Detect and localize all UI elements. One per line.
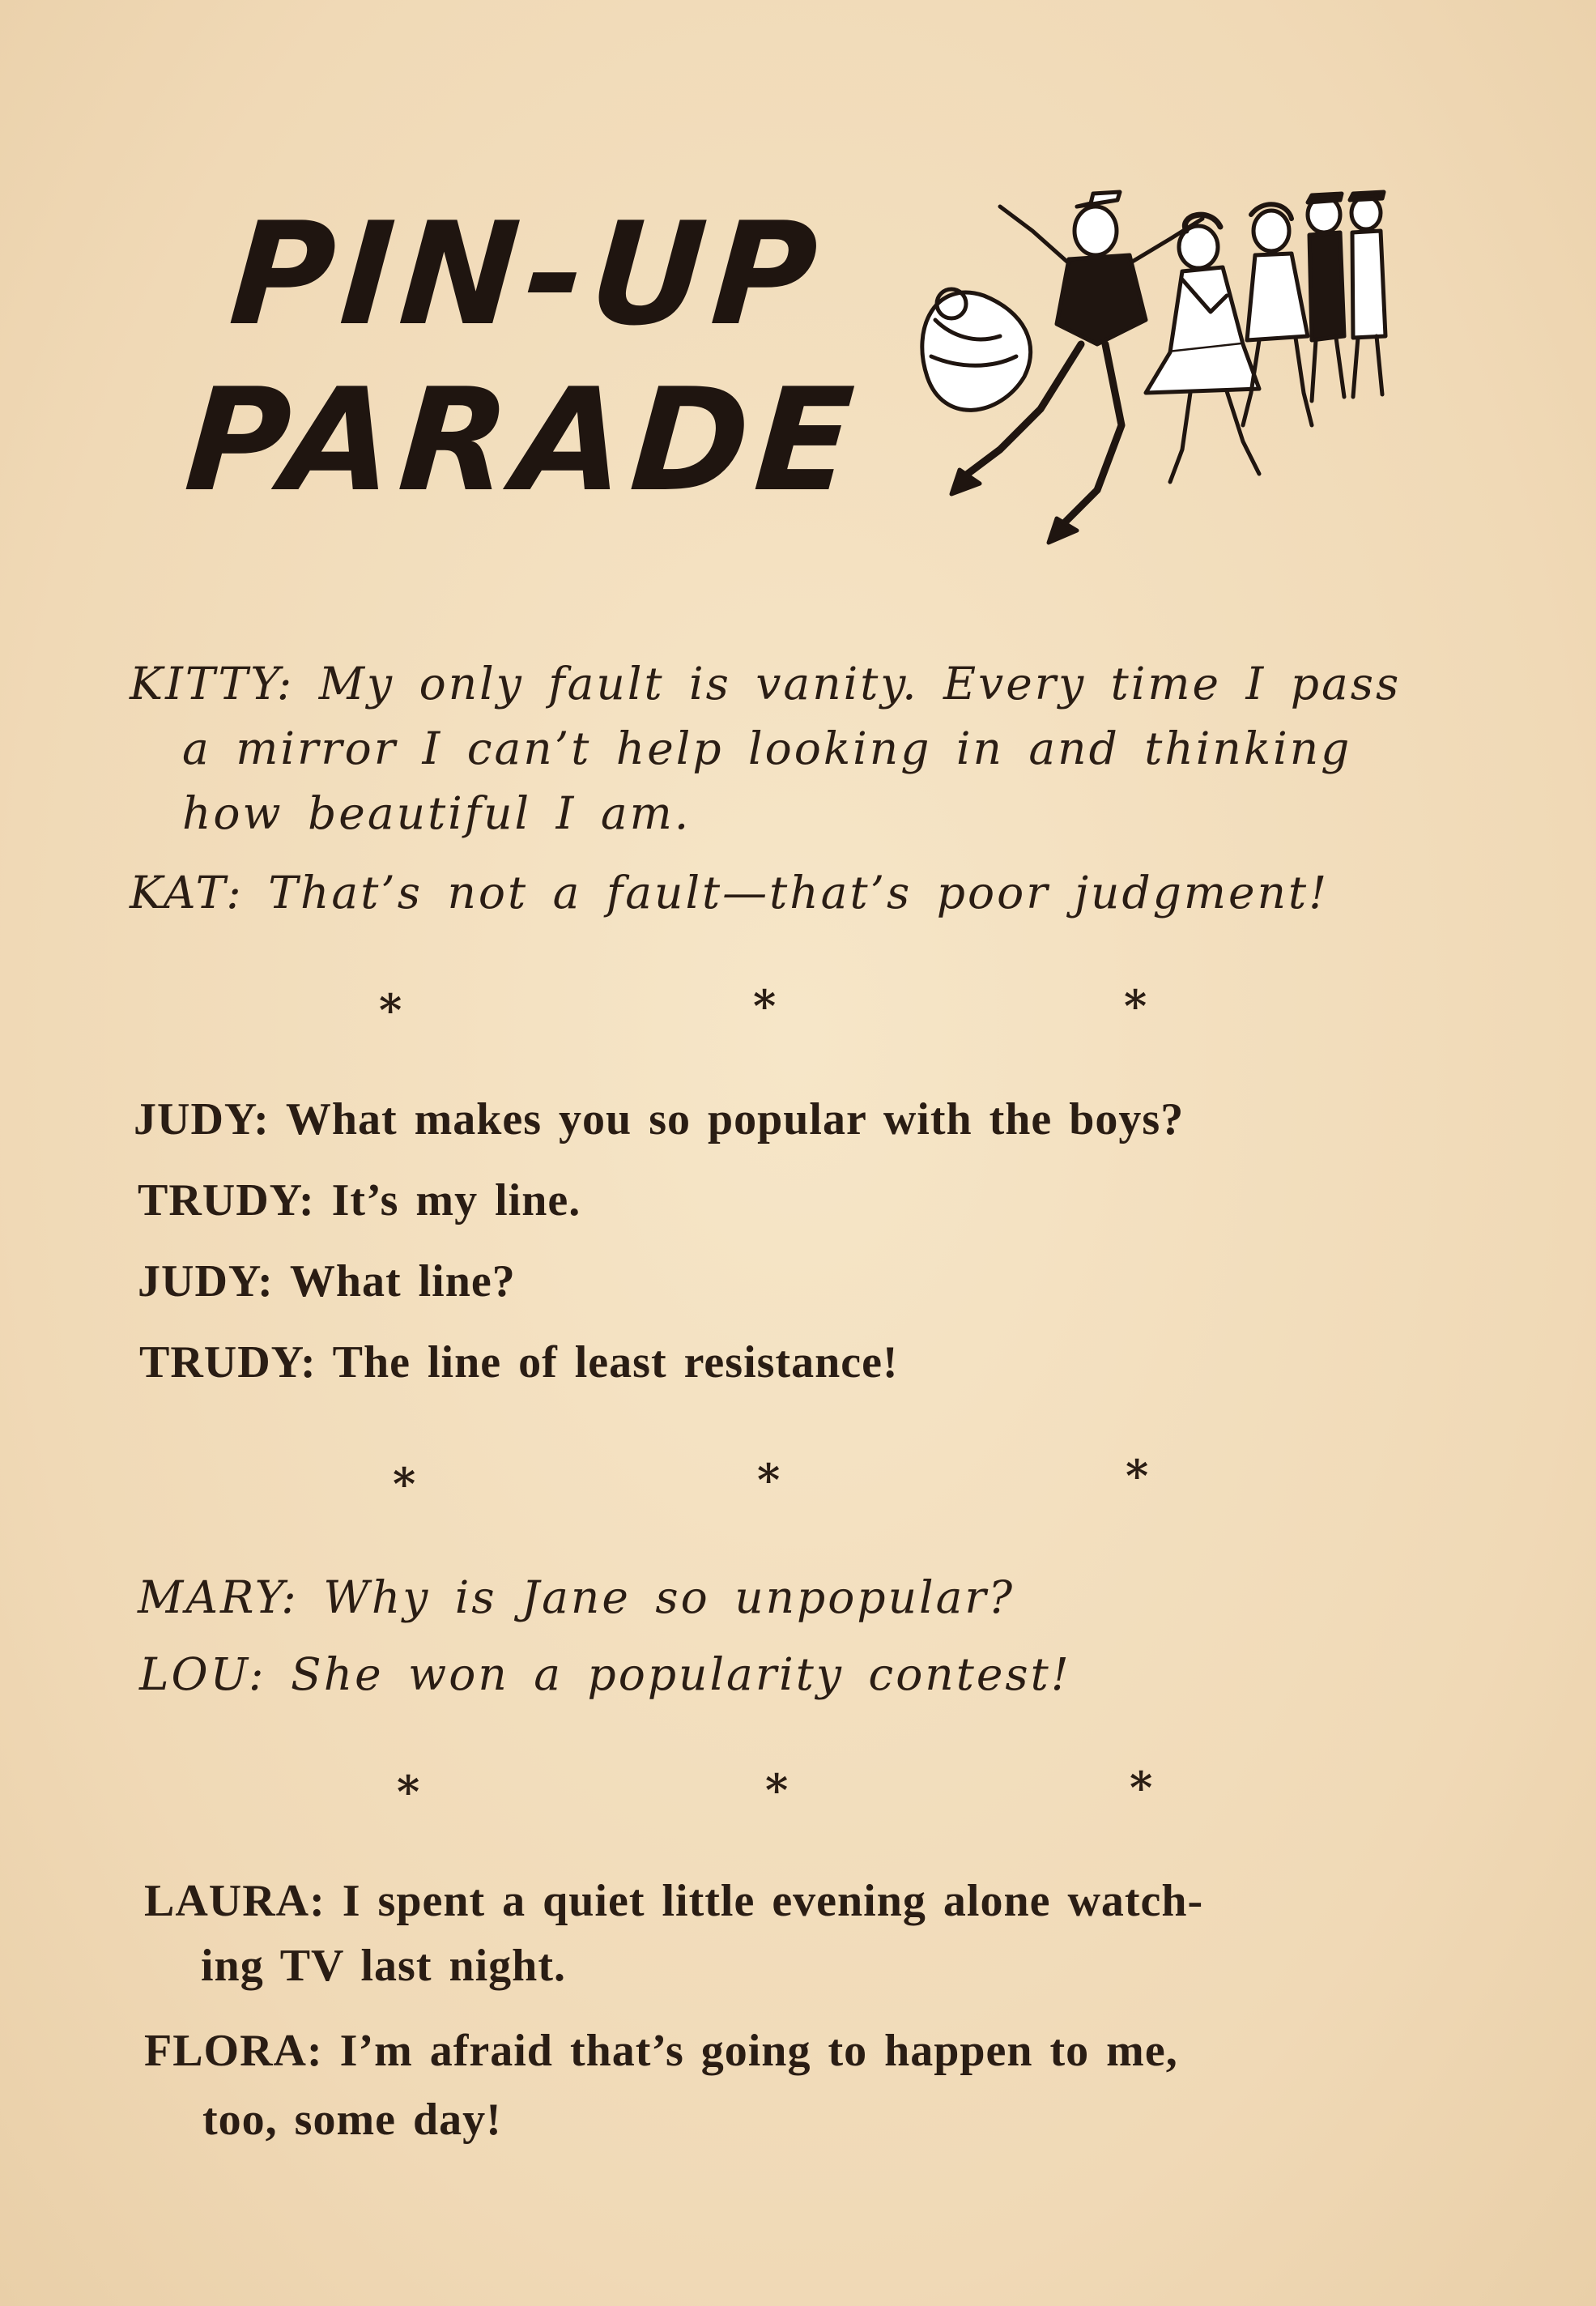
joke-1-line-4: KAT: That’s not a fault—that’s poor judgment! bbox=[130, 867, 1330, 919]
joke-2-line-3: JUDY: What line? bbox=[138, 1256, 516, 1306]
joke-4-line-3: FLORA: I’m afraid that’s going to happen to me, bbox=[144, 2026, 1178, 2076]
separator-star: * bbox=[1124, 980, 1147, 1032]
page-title-line-2: PARADE bbox=[180, 359, 865, 523]
joke-3-line-2: LOU: She won a popularity contest! bbox=[139, 1648, 1071, 1700]
joke-4-line-4: too, some day! bbox=[202, 2095, 502, 2145]
separator-star: * bbox=[397, 1766, 420, 1818]
separator-star: * bbox=[753, 980, 777, 1032]
joke-1-line-3: how beautiful I am. bbox=[182, 787, 692, 839]
separator-star: * bbox=[1130, 1762, 1153, 1814]
separator-star: * bbox=[1126, 1450, 1149, 1502]
separator-star: * bbox=[379, 984, 402, 1036]
dancing-crowd-illustration bbox=[903, 182, 1389, 555]
separator-star: * bbox=[757, 1454, 781, 1506]
joke-4-line-1: LAURA: I spent a quiet little evening alone watch- bbox=[144, 1876, 1204, 1926]
joke-3-line-1: MARY: Why is Jane so unpopular? bbox=[138, 1571, 1015, 1623]
separator-star: * bbox=[765, 1764, 789, 1816]
joke-4-line-2: ing TV last night. bbox=[201, 1941, 566, 1991]
joke-1-line-1: KITTY: My only fault is vanity. Every time I pass bbox=[130, 658, 1402, 710]
separator-star: * bbox=[393, 1458, 416, 1510]
page-title-line-1: PIN-UP bbox=[224, 193, 828, 357]
joke-2-line-2: TRUDY: It’s my line. bbox=[138, 1175, 581, 1225]
joke-2-line-4: TRUDY: The line of least resistance! bbox=[139, 1337, 899, 1387]
joke-2-line-1: JUDY: What makes you so popular with the boys? bbox=[134, 1094, 1185, 1144]
joke-1-line-2: a mirror I can’t help looking in and thinking bbox=[182, 722, 1352, 774]
